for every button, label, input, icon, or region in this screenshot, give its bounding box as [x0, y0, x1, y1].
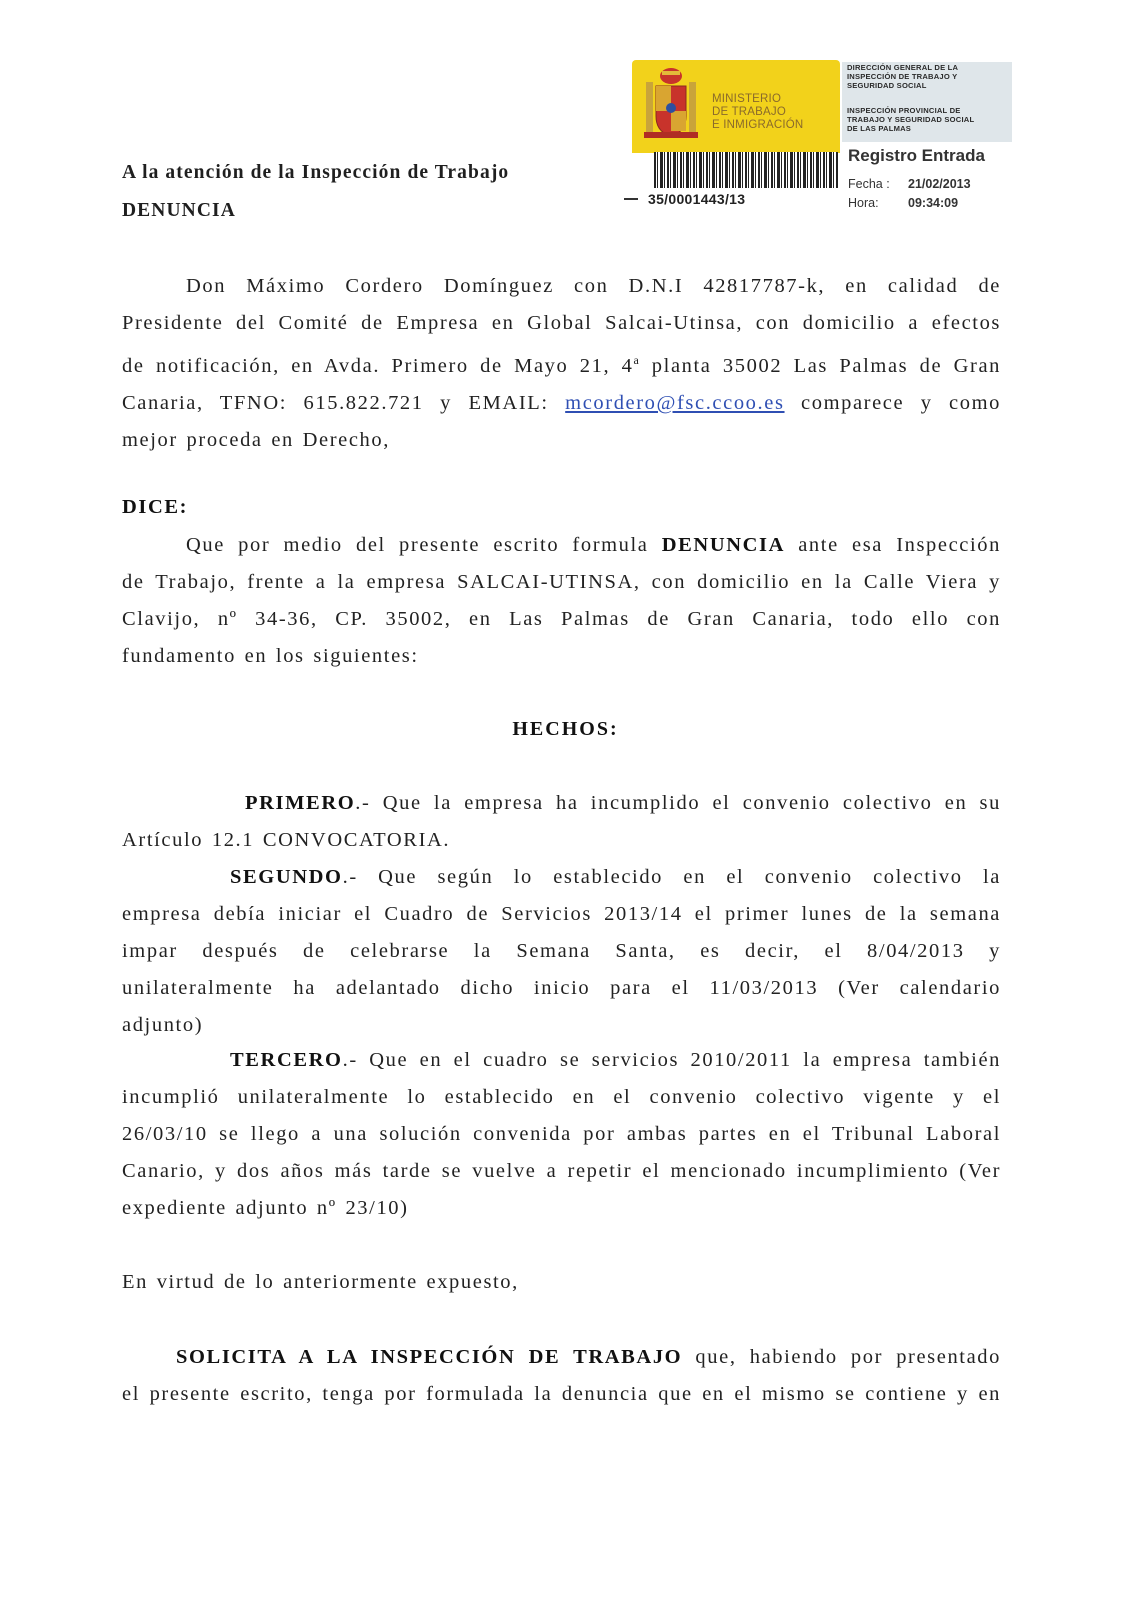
dice-paragraph [122, 527, 1001, 675]
closing-virtud [122, 1264, 1001, 1301]
text-line: Artículo 12.1 CONVOCATORIA. [122, 829, 451, 851]
intro-paragraph [122, 268, 1001, 459]
registro-date [848, 177, 971, 191]
email-link[interactable]: mcordero@fsc.ccoo.es [565, 391, 785, 414]
provincial-line: INSPECCIÓN PROVINCIAL DE [847, 106, 961, 115]
tercero-paragraph [122, 1042, 1001, 1227]
text-line: unilateralmente ha adelantado dicho inicio para el 11/03/2013 (Ver calendario [122, 977, 1001, 999]
authority-line: SEGURIDAD SOCIAL [847, 81, 927, 90]
registration-number: 35/0001443/13 [648, 191, 746, 207]
time-value: 09:34:09 [908, 196, 959, 210]
text-line: SEGUNDO.- Que según lo establecido en el convenio colectivo la [230, 866, 1001, 888]
text-line: mejor proceda en Derecho, [122, 428, 390, 451]
time-label: Hora: [848, 196, 879, 210]
primero-paragraph [122, 785, 1001, 859]
text-line: Canario, y dos años más tarde se vuelve a repetir el mencionado incumplimiento (Ver [122, 1160, 1001, 1182]
document-type-heading: DENUNCIA [122, 200, 236, 221]
provincial-line: DE LAS PALMAS [847, 124, 912, 133]
authority-line: INSPECCIÓN DE TRABAJO Y [847, 72, 958, 81]
authority-line: DIRECCIÓN GENERAL DE LA [847, 63, 959, 72]
barcode-dash [624, 198, 638, 200]
barcode [654, 152, 838, 188]
coat-of-arms-icon [644, 66, 698, 142]
attention-heading: A la atención de la Inspección de Trabajo [122, 162, 510, 183]
ministry-line: DE TRABAJO [712, 106, 786, 118]
dice-label: DICE: [122, 496, 189, 518]
text-line: el presente escrito, tenga por formulada la denuncia que en el mismo se contiene y en [122, 1383, 1001, 1405]
provincial-line: TRABAJO Y SEGURIDAD SOCIAL [847, 115, 975, 124]
date-value: 21/02/2013 [908, 177, 971, 191]
text-line: adjunto) [122, 1014, 204, 1036]
text-line: TERCERO.- Que en el cuadro se servicios 2010/2011 la empresa también [230, 1049, 1001, 1071]
segundo-paragraph [122, 859, 1001, 1044]
text-line: empresa debía iniciar el Cuadro de Servicios 2013/14 el primer lunes de la semana [122, 903, 1001, 925]
registro-title: Registro Entrada [848, 146, 985, 165]
ministry-name [712, 93, 832, 132]
text-line: En virtud de lo anteriormente expuesto, [122, 1271, 519, 1293]
registro-time [848, 196, 958, 210]
authority-general [847, 63, 958, 90]
solicita-paragraph [122, 1339, 1001, 1413]
ministry-line: MINISTERIO [712, 93, 782, 105]
text-line: Clavijo, nº 34-36, CP. 35002, en Las Palmas de Gran Canaria, todo ello con [122, 608, 1001, 630]
text-line: Presidente del Comité de Empresa en Global Salcai-Utinsa, con domicilio a efectos [122, 312, 1001, 334]
text-line: de Trabajo, frente a la empresa SALCAI-UTINSA, con domicilio en la Calle Viera y [122, 571, 1001, 593]
text-line: SOLICITA A LA INSPECCIÓN DE TRABAJO que, habiendo por presentado [176, 1346, 1001, 1368]
date-label: Fecha : [848, 177, 890, 191]
text-line: PRIMERO.- Que la empresa ha incumplido el convenio colectivo en su [245, 792, 1001, 814]
text-line: Que por medio del presente escrito formula DENUNCIA ante esa Inspección [186, 534, 1001, 556]
text-line: incumplió unilateralmente lo establecido en el convenio colectivo vigente y el [122, 1086, 1001, 1108]
ministry-line: E INMIGRACIÓN [712, 119, 804, 131]
authority-provincial [847, 106, 974, 133]
text-line: de notificación, en Avda. Primero de Mayo 21, 4$^a$ planta 35002 Las Palmas de Gran [122, 353, 1001, 377]
hechos-title: HECHOS: [512, 718, 619, 740]
text-line: expediente adjunto nº 23/10) [122, 1197, 409, 1219]
text-line: Canaria, TFNO: 615.822.721 y EMAIL: mcordero@fsc.ccoo.es comparece y como [122, 391, 1001, 414]
text-line: impar después de celebrarse la Semana Santa, es decir, el 8/04/2013 y [122, 940, 1001, 962]
text-line: fundamento en los siguientes: [122, 645, 419, 667]
text-line: 26/03/10 se llego a una solución convenida por ambas partes en el Tribunal Laboral [122, 1123, 1001, 1145]
text-line: Don Máximo Cordero Domínguez con D.N.I 42817787-k, en calidad de [186, 275, 1001, 297]
